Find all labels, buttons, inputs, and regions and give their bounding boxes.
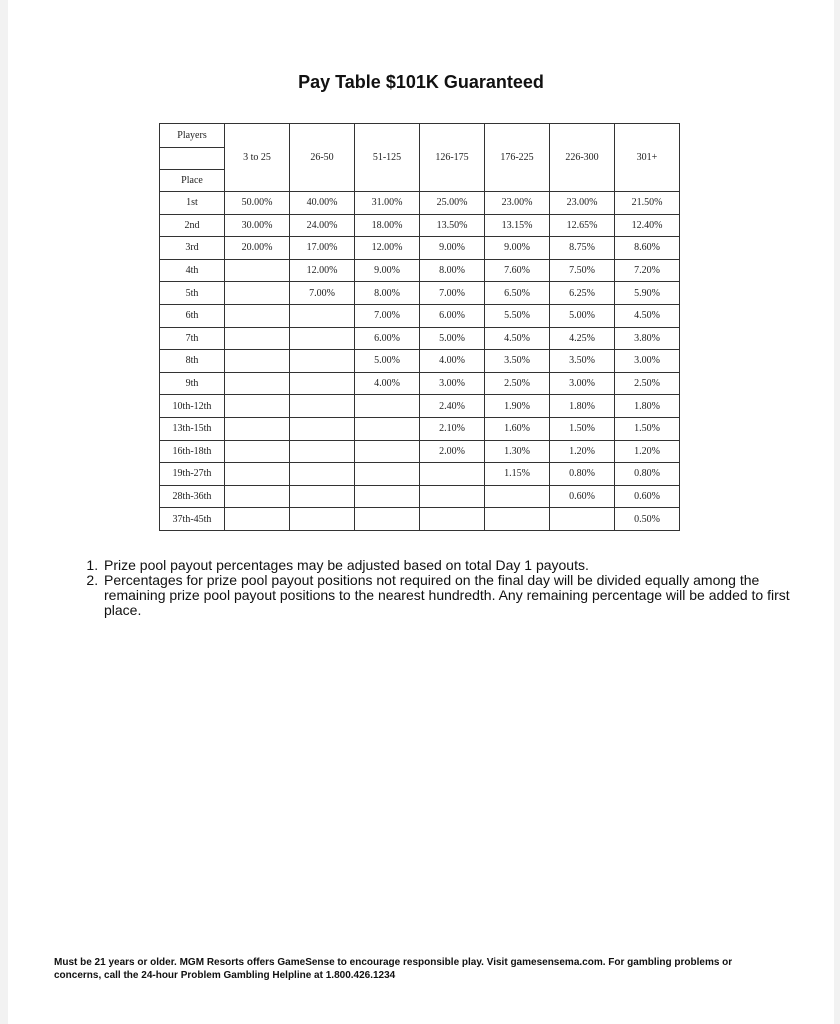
percentage-cell: 7.00% bbox=[290, 282, 355, 305]
percentage-cell bbox=[290, 463, 355, 486]
percentage-cell: 4.50% bbox=[485, 327, 550, 350]
percentage-cell: 3.50% bbox=[550, 350, 615, 373]
percentage-cell bbox=[550, 508, 615, 531]
percentage-cell: 7.60% bbox=[485, 259, 550, 282]
percentage-cell: 0.80% bbox=[550, 463, 615, 486]
percentage-cell bbox=[225, 372, 290, 395]
percentage-cell: 17.00% bbox=[290, 237, 355, 260]
percentage-cell bbox=[355, 417, 420, 440]
percentage-cell: 7.00% bbox=[420, 282, 485, 305]
percentage-cell bbox=[290, 485, 355, 508]
header-spacer-cell bbox=[160, 148, 225, 170]
percentage-cell: 1.50% bbox=[615, 417, 680, 440]
percentage-cell: 50.00% bbox=[225, 192, 290, 215]
percentage-cell: 1.20% bbox=[550, 440, 615, 463]
players-header-label: Players bbox=[160, 124, 225, 148]
table-row bbox=[160, 440, 680, 463]
place-cell: 2nd bbox=[160, 214, 225, 237]
percentage-cell bbox=[225, 463, 290, 486]
table-row bbox=[160, 282, 680, 305]
place-cell: 9th bbox=[160, 372, 225, 395]
percentage-cell: 1.20% bbox=[615, 440, 680, 463]
column-header: 126-175 bbox=[420, 124, 485, 192]
percentage-cell: 5.00% bbox=[550, 304, 615, 327]
percentage-cell: 1.90% bbox=[485, 395, 550, 418]
percentage-cell: 9.00% bbox=[355, 259, 420, 282]
percentage-cell: 8.00% bbox=[355, 282, 420, 305]
percentage-cell: 0.80% bbox=[615, 463, 680, 486]
percentage-cell bbox=[225, 485, 290, 508]
percentage-cell: 0.60% bbox=[550, 485, 615, 508]
percentage-cell: 3.00% bbox=[550, 372, 615, 395]
percentage-cell: 31.00% bbox=[355, 192, 420, 215]
table-row bbox=[160, 259, 680, 282]
place-cell: 19th-27th bbox=[160, 463, 225, 486]
percentage-cell: 2.40% bbox=[420, 395, 485, 418]
percentage-cell bbox=[225, 282, 290, 305]
percentage-cell: 8.75% bbox=[550, 237, 615, 260]
table-row bbox=[160, 350, 680, 373]
percentage-cell bbox=[290, 508, 355, 531]
percentage-cell: 12.00% bbox=[355, 237, 420, 260]
percentage-cell bbox=[290, 372, 355, 395]
percentage-cell: 23.00% bbox=[485, 192, 550, 215]
place-cell: 7th bbox=[160, 327, 225, 350]
percentage-cell: 12.40% bbox=[615, 214, 680, 237]
percentage-cell: 5.00% bbox=[420, 327, 485, 350]
percentage-cell bbox=[355, 485, 420, 508]
percentage-cell bbox=[290, 327, 355, 350]
place-cell: 5th bbox=[160, 282, 225, 305]
percentage-cell: 20.00% bbox=[225, 237, 290, 260]
percentage-cell: 1.50% bbox=[550, 417, 615, 440]
table-row bbox=[160, 214, 680, 237]
percentage-cell: 1.30% bbox=[485, 440, 550, 463]
percentage-cell: 3.50% bbox=[485, 350, 550, 373]
percentage-cell: 9.00% bbox=[420, 237, 485, 260]
place-cell: 10th-12th bbox=[160, 395, 225, 418]
percentage-cell bbox=[485, 508, 550, 531]
percentage-cell: 9.00% bbox=[485, 237, 550, 260]
percentage-cell: 12.00% bbox=[290, 259, 355, 282]
column-header: 26-50 bbox=[290, 124, 355, 192]
percentage-cell: 2.10% bbox=[420, 417, 485, 440]
column-header: 3 to 25 bbox=[225, 124, 290, 192]
pay-table bbox=[159, 123, 680, 531]
percentage-cell: 6.00% bbox=[420, 304, 485, 327]
place-cell: 37th-45th bbox=[160, 508, 225, 531]
place-cell: 1st bbox=[160, 192, 225, 215]
percentage-cell: 1.80% bbox=[550, 395, 615, 418]
percentage-cell bbox=[290, 417, 355, 440]
percentage-cell bbox=[290, 304, 355, 327]
place-cell: 16th-18th bbox=[160, 440, 225, 463]
percentage-cell: 5.90% bbox=[615, 282, 680, 305]
note-item: 2. Percentages for prize pool payout positions not required on the final day will be divided equally among the remaining prize pool payout positions to the nearest hundredth. Any remaining percentage will be added to first place. bbox=[102, 573, 822, 618]
percentage-cell: 8.60% bbox=[615, 237, 680, 260]
percentage-cell bbox=[355, 395, 420, 418]
percentage-cell bbox=[420, 463, 485, 486]
percentage-cell bbox=[225, 304, 290, 327]
place-cell: 3rd bbox=[160, 237, 225, 260]
percentage-cell bbox=[290, 395, 355, 418]
percentage-cell: 30.00% bbox=[225, 214, 290, 237]
percentage-cell: 5.50% bbox=[485, 304, 550, 327]
percentage-cell: 4.25% bbox=[550, 327, 615, 350]
percentage-cell bbox=[225, 440, 290, 463]
percentage-cell bbox=[225, 508, 290, 531]
percentage-cell: 40.00% bbox=[290, 192, 355, 215]
percentage-cell: 6.50% bbox=[485, 282, 550, 305]
percentage-cell: 2.50% bbox=[485, 372, 550, 395]
table-row bbox=[160, 463, 680, 486]
percentage-cell bbox=[225, 259, 290, 282]
percentage-cell: 0.50% bbox=[615, 508, 680, 531]
percentage-cell: 1.15% bbox=[485, 463, 550, 486]
percentage-cell bbox=[420, 508, 485, 531]
column-header: 226-300 bbox=[550, 124, 615, 192]
page-title: Pay Table $101K Guaranteed bbox=[298, 72, 544, 92]
table-row bbox=[160, 508, 680, 531]
column-header: 51-125 bbox=[355, 124, 420, 192]
percentage-cell: 24.00% bbox=[290, 214, 355, 237]
place-cell: 6th bbox=[160, 304, 225, 327]
percentage-cell: 25.00% bbox=[420, 192, 485, 215]
percentage-cell: 2.00% bbox=[420, 440, 485, 463]
table-row bbox=[160, 304, 680, 327]
percentage-cell bbox=[355, 440, 420, 463]
percentage-cell: 4.50% bbox=[615, 304, 680, 327]
percentage-cell: 8.00% bbox=[420, 259, 485, 282]
percentage-cell: 3.00% bbox=[420, 372, 485, 395]
percentage-cell bbox=[290, 440, 355, 463]
percentage-cell bbox=[225, 327, 290, 350]
percentage-cell: 1.80% bbox=[615, 395, 680, 418]
percentage-cell: 7.50% bbox=[550, 259, 615, 282]
percentage-cell bbox=[290, 350, 355, 373]
percentage-cell bbox=[225, 395, 290, 418]
percentage-cell: 3.00% bbox=[615, 350, 680, 373]
percentage-cell: 3.80% bbox=[615, 327, 680, 350]
percentage-cell: 6.00% bbox=[355, 327, 420, 350]
percentage-cell: 4.00% bbox=[355, 372, 420, 395]
percentage-cell: 7.20% bbox=[615, 259, 680, 282]
percentage-cell: 7.00% bbox=[355, 304, 420, 327]
percentage-cell: 6.25% bbox=[550, 282, 615, 305]
percentage-cell: 13.15% bbox=[485, 214, 550, 237]
table-row bbox=[160, 237, 680, 260]
percentage-cell bbox=[420, 485, 485, 508]
notes-list bbox=[78, 558, 822, 618]
column-header: 301+ bbox=[615, 124, 680, 192]
percentage-cell: 0.60% bbox=[615, 485, 680, 508]
table-row bbox=[160, 372, 680, 395]
header-row-players bbox=[160, 124, 680, 148]
percentage-cell: 4.00% bbox=[420, 350, 485, 373]
table-row bbox=[160, 395, 680, 418]
place-cell: 28th-36th bbox=[160, 485, 225, 508]
percentage-cell: 18.00% bbox=[355, 214, 420, 237]
percentage-cell bbox=[225, 417, 290, 440]
place-cell: 13th-15th bbox=[160, 417, 225, 440]
column-header: 176-225 bbox=[485, 124, 550, 192]
percentage-cell: 2.50% bbox=[615, 372, 680, 395]
place-cell: 8th bbox=[160, 350, 225, 373]
percentage-cell: 23.00% bbox=[550, 192, 615, 215]
percentage-cell: 12.65% bbox=[550, 214, 615, 237]
document-page bbox=[8, 0, 834, 1024]
table-row bbox=[160, 327, 680, 350]
percentage-cell bbox=[225, 350, 290, 373]
table-row bbox=[160, 192, 680, 215]
percentage-cell bbox=[355, 463, 420, 486]
note-item: 1. Prize pool payout percentages may be adjusted based on total Day 1 payouts. bbox=[102, 558, 822, 573]
table-row bbox=[160, 417, 680, 440]
place-header-label: Place bbox=[160, 170, 225, 192]
percentage-cell bbox=[355, 508, 420, 531]
percentage-cell bbox=[485, 485, 550, 508]
table-row bbox=[160, 485, 680, 508]
footer-disclaimer: Must be 21 years or older. MGM Resorts offers GameSense to encourage responsible play. Visit gamesensema.com. For gambling problems or concerns, call the 24-hour Problem Gambling Helpline at 1.800.426.1234 bbox=[54, 957, 733, 981]
percentage-cell: 13.50% bbox=[420, 214, 485, 237]
place-cell: 4th bbox=[160, 259, 225, 282]
percentage-cell: 5.00% bbox=[355, 350, 420, 373]
percentage-cell: 1.60% bbox=[485, 417, 550, 440]
percentage-cell: 21.50% bbox=[615, 192, 680, 215]
